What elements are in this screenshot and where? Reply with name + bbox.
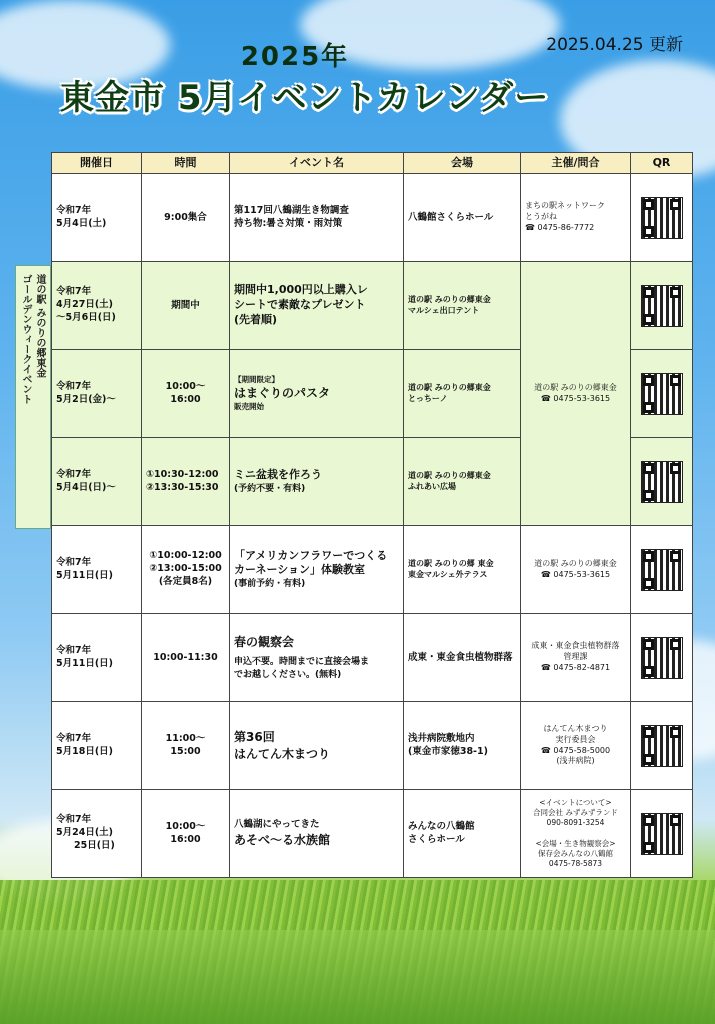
page-title: 東金市 5月イベントカレンダー <box>60 78 550 118</box>
table-row <box>52 790 693 878</box>
event-cell: 第117回八鶴湖生き物調査 持ち物:暑さ対策・雨対策 <box>230 174 404 262</box>
limited-tag: 【期間限定】 <box>234 375 279 385</box>
event-cell: ミニ盆栽を作ろう (予約不要・有料) <box>230 438 404 526</box>
organizer-cell: まちの駅ネットワーク とうがね ☎ 0475-86-7772 <box>521 174 631 262</box>
event-cell: 第36回 はんてん木まつり <box>230 702 404 790</box>
title-year: 2025年 <box>240 42 350 72</box>
date-cell: 令和7年 5月24日(土) 25日(日) <box>52 790 142 878</box>
gw-side-text <box>18 274 46 404</box>
organizer-cell: 道の駅 みのりの郷東金 ☎ 0475-53-3615 <box>521 262 631 526</box>
time-cell: 10:00-11:30 <box>142 614 230 702</box>
table-row <box>52 614 693 702</box>
event-calendar-table <box>51 152 693 878</box>
venue-cell: 道の駅 みのりの郷 東金 東金マルシェ外テラス <box>404 526 521 614</box>
update-date: 2025.04.25 更新 <box>546 35 683 55</box>
qr-code-icon[interactable] <box>641 813 683 855</box>
gw-side-line2: ゴールデンウィークイベント <box>20 274 31 404</box>
header-event: イベント名 <box>230 153 404 174</box>
date-cell: 令和7年 5月11日(日) <box>52 526 142 614</box>
event-cell: 【期間限定】 はまぐりのパスタ 販売開始 <box>230 350 404 438</box>
date-cell: 令和7年 4月27日(土) 〜5月6日(日) <box>52 262 142 350</box>
event-cell: 「アメリカンフラワーでつくる カーネーション」体験教室 (事前予約・有料) <box>230 526 404 614</box>
qr-cell[interactable] <box>631 438 693 526</box>
qr-cell[interactable] <box>631 614 693 702</box>
qr-code-icon[interactable] <box>641 285 683 327</box>
qr-code-icon[interactable] <box>641 549 683 591</box>
event-cell: 八鶴湖にやってきた あそべ〜る水族館 <box>230 790 404 878</box>
organizer-cell: はんてん木まつり 実行委員会 ☎ 0475-58-5000 (浅井病院) <box>521 702 631 790</box>
table-row <box>52 262 693 350</box>
organizer-cell: 道の駅 みのりの郷東金 ☎ 0475-53-3615 <box>521 526 631 614</box>
organizer-cell: 成東・東金食虫植物群落 管理課 ☎ 0475-82-4871 <box>521 614 631 702</box>
header-venue: 会場 <box>404 153 521 174</box>
gw-side-label <box>15 265 51 529</box>
gw-side-line1: 道の駅 みのりの郷東金 <box>34 274 45 378</box>
venue-cell: 浅井病院敷地内 (東金市家徳38-1) <box>404 702 521 790</box>
time-cell: 10:00〜 16:00 <box>142 790 230 878</box>
qr-cell[interactable] <box>631 526 693 614</box>
header-qr: QR <box>631 153 693 174</box>
date-cell: 令和7年 5月11日(日) <box>52 614 142 702</box>
qr-code-icon[interactable] <box>641 197 683 239</box>
venue-cell: 成東・東金食虫植物群落 <box>404 614 521 702</box>
venue-cell: 道の駅 みのりの郷東金 ふれあい広場 <box>404 438 521 526</box>
header-date: 開催日 <box>52 153 142 174</box>
event-cell: 期間中1,000円以上購入レ シートで素敵なプレゼント (先着順) <box>230 262 404 350</box>
date-cell: 令和7年 5月4日(日)〜 <box>52 438 142 526</box>
qr-code-icon[interactable] <box>641 725 683 767</box>
venue-cell: 八鶴館さくらホール <box>404 174 521 262</box>
qr-code-icon[interactable] <box>641 461 683 503</box>
venue-cell: 道の駅 みのりの郷東金 マルシェ出口テント <box>404 262 521 350</box>
qr-cell[interactable] <box>631 790 693 878</box>
qr-code-icon[interactable] <box>641 373 683 415</box>
venue-cell: みんなの八鶴館 さくらホール <box>404 790 521 878</box>
header-organizer: 主催/問合 <box>521 153 631 174</box>
event-cell: 春の観察会 申込不要。時間までに直接会場ま でお越しください。(無料) <box>230 614 404 702</box>
table-row <box>52 526 693 614</box>
time-cell: 10:00〜 16:00 <box>142 350 230 438</box>
table-row <box>52 702 693 790</box>
time-cell: 9:00集合 <box>142 174 230 262</box>
date-cell: 令和7年 5月18日(日) <box>52 702 142 790</box>
date-cell: 令和7年 5月2日(金)〜 <box>52 350 142 438</box>
qr-cell[interactable] <box>631 350 693 438</box>
qr-cell[interactable] <box>631 702 693 790</box>
venue-cell: 道の駅 みのりの郷東金 とっちーノ <box>404 350 521 438</box>
organizer-cell: <イベントについて> 合同会社 みずみずランド 090-8091-3254 <会場・生き物観察会> 保存会みんなの八鶴館 0475-78-5873 <box>521 790 631 878</box>
header-time: 時間 <box>142 153 230 174</box>
qr-code-icon[interactable] <box>641 637 683 679</box>
table-header-row <box>52 153 693 174</box>
qr-cell[interactable] <box>631 262 693 350</box>
time-cell: 11:00〜 15:00 <box>142 702 230 790</box>
time-cell: ①10:30-12:00 ②13:30-15:30 <box>142 438 230 526</box>
date-cell: 令和7年 5月4日(土) <box>52 174 142 262</box>
table-row <box>52 174 693 262</box>
grass-background <box>0 930 715 1024</box>
time-cell: 期間中 <box>142 262 230 350</box>
qr-cell[interactable] <box>631 174 693 262</box>
time-cell: ①10:00-12:00 ②13:00-15:00 (各定員8名) <box>142 526 230 614</box>
